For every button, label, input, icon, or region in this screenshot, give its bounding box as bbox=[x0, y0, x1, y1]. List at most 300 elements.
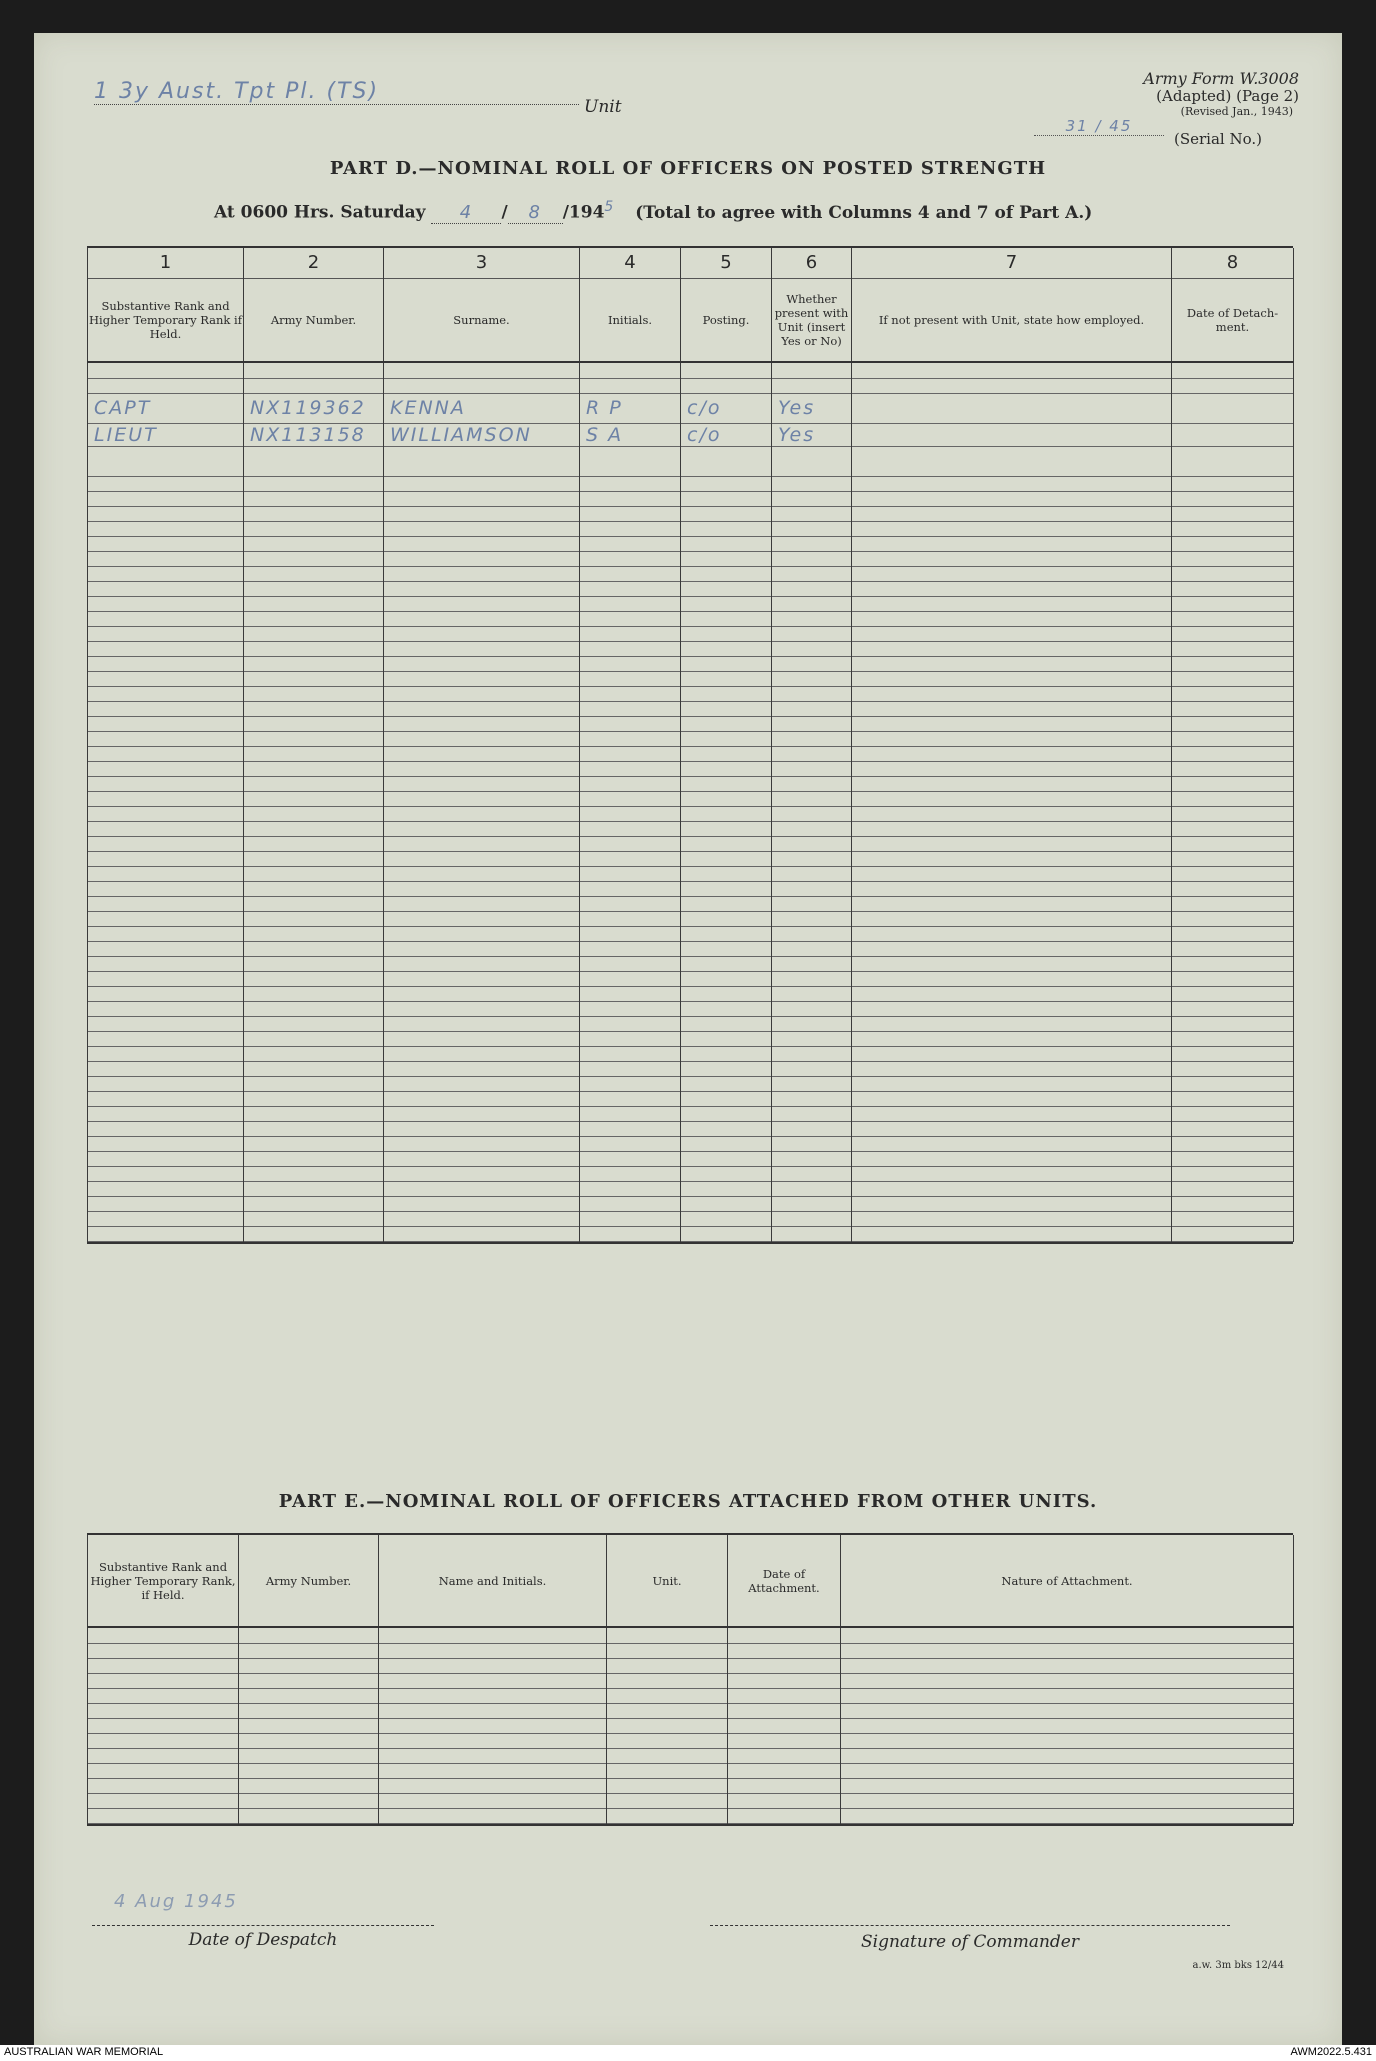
table-cell bbox=[580, 1031, 681, 1046]
table-cell bbox=[244, 476, 384, 491]
table-cell bbox=[580, 1106, 681, 1121]
table-cell bbox=[852, 956, 1172, 971]
table-cell bbox=[1172, 551, 1294, 566]
table-cell bbox=[239, 1688, 379, 1703]
table-row bbox=[88, 1733, 1294, 1748]
table-cell bbox=[384, 1181, 580, 1196]
table-cell bbox=[244, 911, 384, 926]
table-cell bbox=[580, 491, 681, 506]
table-cell bbox=[852, 581, 1172, 596]
table-cell bbox=[239, 1703, 379, 1718]
table-row bbox=[88, 956, 1294, 971]
table-cell bbox=[1172, 686, 1294, 701]
table-cell bbox=[681, 1061, 772, 1076]
table-cell bbox=[88, 1748, 239, 1763]
table-cell bbox=[244, 881, 384, 896]
table-row bbox=[88, 896, 1294, 911]
table-cell bbox=[88, 1121, 244, 1136]
table-cell bbox=[244, 746, 384, 761]
table-cell bbox=[681, 476, 772, 491]
table-row bbox=[88, 1016, 1294, 1031]
table-cell bbox=[772, 506, 852, 521]
table-row bbox=[88, 1748, 1294, 1763]
table-row bbox=[88, 761, 1294, 776]
table-cell bbox=[607, 1643, 728, 1658]
table-row bbox=[88, 1121, 1294, 1136]
table-cell bbox=[384, 1001, 580, 1016]
table-cell bbox=[244, 1181, 384, 1196]
table-cell bbox=[580, 956, 681, 971]
table-cell bbox=[88, 506, 244, 521]
table-cell bbox=[681, 1181, 772, 1196]
table-cell bbox=[384, 536, 580, 551]
table-cell bbox=[88, 491, 244, 506]
table-cell bbox=[384, 1166, 580, 1181]
table-cell bbox=[841, 1718, 1294, 1733]
table-cell bbox=[772, 446, 852, 476]
table-cell bbox=[580, 476, 681, 491]
table-cell bbox=[852, 851, 1172, 866]
table-cell bbox=[852, 596, 1172, 611]
table-row bbox=[88, 1031, 1294, 1046]
table-cell bbox=[384, 986, 580, 1001]
table-cell bbox=[580, 1136, 681, 1151]
table-cell bbox=[681, 866, 772, 881]
table-cell bbox=[580, 581, 681, 596]
table-row bbox=[88, 581, 1294, 596]
table-row bbox=[88, 566, 1294, 581]
table-cell bbox=[384, 1211, 580, 1226]
table-cell bbox=[681, 626, 772, 641]
table-cell bbox=[88, 881, 244, 896]
table-cell bbox=[244, 791, 384, 806]
table-cell bbox=[88, 671, 244, 686]
table-cell bbox=[772, 596, 852, 611]
table-cell bbox=[852, 446, 1172, 476]
table-cell bbox=[244, 363, 384, 378]
table-cell bbox=[244, 536, 384, 551]
table-row bbox=[88, 1076, 1294, 1091]
table-cell bbox=[88, 731, 244, 746]
table-cell bbox=[384, 761, 580, 776]
table-row bbox=[88, 1628, 1294, 1643]
table-cell bbox=[384, 971, 580, 986]
table-cell bbox=[244, 821, 384, 836]
table-cell bbox=[384, 956, 580, 971]
table-cell bbox=[88, 1091, 244, 1106]
table-cell bbox=[379, 1763, 607, 1778]
col-header-initials: Initials. bbox=[580, 278, 681, 362]
table-cell bbox=[88, 1001, 244, 1016]
table-cell bbox=[244, 551, 384, 566]
table-cell bbox=[772, 866, 852, 881]
table-cell bbox=[841, 1628, 1294, 1643]
table-cell bbox=[88, 806, 244, 821]
table-cell bbox=[681, 1226, 772, 1241]
table-cell bbox=[681, 686, 772, 701]
table-cell bbox=[772, 626, 852, 641]
table-cell bbox=[384, 881, 580, 896]
table-cell bbox=[841, 1703, 1294, 1718]
table-cell bbox=[88, 1628, 239, 1643]
table-cell bbox=[852, 423, 1172, 446]
table-row bbox=[88, 926, 1294, 941]
table-cell bbox=[1172, 1226, 1294, 1241]
table-cell bbox=[852, 378, 1172, 393]
table-cell bbox=[88, 641, 244, 656]
table-row bbox=[88, 1091, 1294, 1106]
table-cell bbox=[239, 1748, 379, 1763]
table-cell bbox=[607, 1808, 728, 1823]
despatch-line bbox=[92, 1925, 434, 1926]
table-cell bbox=[852, 1001, 1172, 1016]
table-cell bbox=[88, 566, 244, 581]
table-cell bbox=[1172, 378, 1294, 393]
table-cell bbox=[580, 716, 681, 731]
part-e-body bbox=[87, 1628, 1294, 1824]
table-cell bbox=[681, 1091, 772, 1106]
table-cell bbox=[88, 1031, 244, 1046]
table-row bbox=[88, 776, 1294, 791]
table-cell bbox=[772, 821, 852, 836]
table-cell bbox=[379, 1703, 607, 1718]
table-cell bbox=[244, 776, 384, 791]
table-cell bbox=[580, 671, 681, 686]
table-cell bbox=[580, 881, 681, 896]
table-cell bbox=[1172, 1211, 1294, 1226]
table-row bbox=[88, 866, 1294, 881]
table-cell bbox=[580, 776, 681, 791]
table-cell bbox=[384, 1046, 580, 1061]
table-cell bbox=[88, 536, 244, 551]
col-number-1: 1 bbox=[88, 248, 244, 278]
table-cell bbox=[852, 1226, 1172, 1241]
table-cell bbox=[88, 971, 244, 986]
table-cell bbox=[88, 866, 244, 881]
table-cell bbox=[384, 701, 580, 716]
table-cell bbox=[244, 806, 384, 821]
table-cell bbox=[681, 378, 772, 393]
col-number-3: 3 bbox=[384, 248, 580, 278]
signature-label: Signature of Commander bbox=[861, 1932, 1079, 1952]
table-cell bbox=[772, 581, 852, 596]
table-cell bbox=[244, 1106, 384, 1121]
table-cell bbox=[580, 378, 681, 393]
table-cell bbox=[852, 836, 1172, 851]
e-header-rank: Substantive Rank and Higher Temporary Rank, if Held. bbox=[88, 1535, 239, 1627]
table-cell bbox=[384, 596, 580, 611]
table-cell bbox=[88, 836, 244, 851]
table-row bbox=[88, 1181, 1294, 1196]
table-cell bbox=[244, 851, 384, 866]
table-cell bbox=[88, 701, 244, 716]
table-cell bbox=[681, 1031, 772, 1046]
table-cell bbox=[772, 1076, 852, 1091]
table-cell bbox=[681, 986, 772, 1001]
table-cell bbox=[244, 1001, 384, 1016]
table-row bbox=[88, 911, 1294, 926]
cell-rank: CAPT bbox=[88, 393, 244, 423]
table-row bbox=[88, 1778, 1294, 1793]
table-cell bbox=[772, 926, 852, 941]
serial-number-value: 31 / 45 bbox=[1034, 117, 1164, 136]
col-number-8: 8 bbox=[1172, 248, 1294, 278]
table-cell bbox=[379, 1688, 607, 1703]
table-cell bbox=[681, 896, 772, 911]
table-cell bbox=[580, 656, 681, 671]
table-cell bbox=[384, 791, 580, 806]
table-row bbox=[88, 446, 1294, 476]
table-cell bbox=[244, 701, 384, 716]
table-cell bbox=[852, 926, 1172, 941]
col-number-2: 2 bbox=[244, 248, 384, 278]
table-cell bbox=[852, 701, 1172, 716]
table-cell bbox=[681, 1076, 772, 1091]
table-cell bbox=[681, 791, 772, 806]
table-row bbox=[88, 1703, 1294, 1718]
table-cell bbox=[852, 806, 1172, 821]
table-cell bbox=[852, 1091, 1172, 1106]
table-cell bbox=[852, 986, 1172, 1001]
table-cell bbox=[681, 1136, 772, 1151]
table-cell bbox=[88, 1181, 244, 1196]
table-cell bbox=[384, 821, 580, 836]
table-cell bbox=[852, 911, 1172, 926]
col-header-rank: Substantive Rank and Higher Temporary Rank if Held. bbox=[88, 278, 244, 362]
table-cell bbox=[88, 1061, 244, 1076]
table-cell bbox=[244, 836, 384, 851]
table-cell bbox=[772, 956, 852, 971]
table-cell bbox=[384, 641, 580, 656]
table-cell bbox=[841, 1808, 1294, 1823]
table-cell bbox=[772, 1196, 852, 1211]
table-cell bbox=[239, 1643, 379, 1658]
table-cell bbox=[88, 716, 244, 731]
table-row bbox=[88, 1196, 1294, 1211]
table-cell bbox=[384, 851, 580, 866]
cell-number: NX113158 bbox=[244, 423, 384, 446]
col-header-army-number: Army Number. bbox=[244, 278, 384, 362]
table-cell bbox=[852, 716, 1172, 731]
table-cell bbox=[379, 1733, 607, 1748]
cell-present: Yes bbox=[772, 423, 852, 446]
table-cell bbox=[852, 866, 1172, 881]
part-d-table bbox=[87, 246, 1293, 1244]
table-cell bbox=[852, 641, 1172, 656]
table-cell bbox=[852, 611, 1172, 626]
table-cell bbox=[681, 671, 772, 686]
table-cell bbox=[580, 1091, 681, 1106]
table-row bbox=[88, 986, 1294, 1001]
table-row bbox=[88, 656, 1294, 671]
table-cell bbox=[772, 986, 852, 1001]
table-row bbox=[88, 1808, 1294, 1823]
table-cell bbox=[728, 1643, 841, 1658]
table-cell bbox=[841, 1643, 1294, 1658]
table-cell bbox=[88, 956, 244, 971]
table-row bbox=[88, 1046, 1294, 1061]
date-year: /194 bbox=[562, 202, 605, 223]
table-cell bbox=[1172, 821, 1294, 836]
table-cell bbox=[244, 956, 384, 971]
table-cell bbox=[728, 1718, 841, 1733]
table-cell bbox=[607, 1703, 728, 1718]
table-row bbox=[88, 1718, 1294, 1733]
table-cell bbox=[88, 1151, 244, 1166]
table-cell bbox=[88, 686, 244, 701]
table-cell bbox=[1172, 746, 1294, 761]
table-cell bbox=[580, 536, 681, 551]
col-number-6: 6 bbox=[772, 248, 852, 278]
table-cell bbox=[580, 701, 681, 716]
table-cell bbox=[384, 491, 580, 506]
cell-rank: LIEUT bbox=[88, 423, 244, 446]
part-d-column-headers bbox=[88, 278, 1294, 362]
table-cell bbox=[580, 836, 681, 851]
table-cell bbox=[852, 686, 1172, 701]
table-cell bbox=[681, 1151, 772, 1166]
table-cell bbox=[384, 746, 580, 761]
cell-posting: c/o bbox=[681, 423, 772, 446]
table-cell bbox=[239, 1763, 379, 1778]
serial-number-label: (Serial No.) bbox=[1174, 130, 1262, 148]
part-e-column-headers bbox=[88, 1535, 1294, 1627]
table-cell bbox=[244, 971, 384, 986]
table-cell bbox=[384, 836, 580, 851]
table-cell bbox=[580, 1061, 681, 1076]
table-cell bbox=[728, 1778, 841, 1793]
table-cell bbox=[681, 926, 772, 941]
table-cell bbox=[852, 506, 1172, 521]
table-cell bbox=[1172, 1031, 1294, 1046]
table-cell bbox=[244, 896, 384, 911]
e-header-name: Name and Initials. bbox=[379, 1535, 607, 1627]
table-row bbox=[88, 1643, 1294, 1658]
table-cell bbox=[384, 656, 580, 671]
table-cell bbox=[88, 1196, 244, 1211]
table-cell bbox=[1172, 806, 1294, 821]
archive-label: AUSTRALIAN WAR MEMORIAL bbox=[4, 2046, 164, 2058]
table-cell bbox=[88, 1793, 239, 1808]
table-cell bbox=[580, 1076, 681, 1091]
table-cell bbox=[580, 506, 681, 521]
table-cell bbox=[772, 791, 852, 806]
table-cell bbox=[384, 1061, 580, 1076]
form-adapted: (Adapted) (Page 2) bbox=[1156, 87, 1299, 105]
table-cell bbox=[681, 716, 772, 731]
table-cell bbox=[580, 821, 681, 836]
table-row bbox=[88, 1226, 1294, 1241]
table-cell bbox=[239, 1733, 379, 1748]
table-cell bbox=[88, 926, 244, 941]
table-cell bbox=[384, 611, 580, 626]
table-cell bbox=[772, 378, 852, 393]
table-cell bbox=[841, 1793, 1294, 1808]
table-cell bbox=[852, 1151, 1172, 1166]
table-cell bbox=[580, 686, 681, 701]
table-cell bbox=[580, 806, 681, 821]
table-cell bbox=[379, 1628, 607, 1643]
table-cell bbox=[379, 1643, 607, 1658]
table-cell bbox=[1172, 1091, 1294, 1106]
table-row bbox=[88, 378, 1294, 393]
table-cell bbox=[852, 1076, 1172, 1091]
table-cell bbox=[681, 656, 772, 671]
table-row bbox=[88, 671, 1294, 686]
table-cell bbox=[772, 1016, 852, 1031]
table-cell bbox=[244, 506, 384, 521]
table-cell bbox=[1172, 1196, 1294, 1211]
table-cell bbox=[1172, 581, 1294, 596]
table-cell bbox=[1172, 971, 1294, 986]
table-cell bbox=[607, 1673, 728, 1688]
table-cell bbox=[580, 1166, 681, 1181]
table-cell bbox=[384, 566, 580, 581]
table-row bbox=[88, 851, 1294, 866]
table-cell bbox=[384, 1076, 580, 1091]
table-cell bbox=[772, 716, 852, 731]
table-cell bbox=[852, 536, 1172, 551]
print-code: a.w. 3m bks 12/44 bbox=[1192, 1960, 1284, 1971]
cell-posting: c/o bbox=[681, 393, 772, 423]
table-cell bbox=[772, 1226, 852, 1241]
table-cell bbox=[1172, 491, 1294, 506]
form-name: Army Form W.3008 bbox=[1143, 69, 1299, 88]
table-cell bbox=[852, 656, 1172, 671]
table-cell bbox=[607, 1778, 728, 1793]
part-d-title: PART D.—NOMINAL ROLL OF OFFICERS ON POSTED STRENGTH bbox=[329, 158, 1047, 179]
table-cell bbox=[580, 521, 681, 536]
table-cell bbox=[88, 1016, 244, 1031]
table-cell bbox=[852, 821, 1172, 836]
table-cell bbox=[728, 1748, 841, 1763]
table-cell bbox=[852, 1121, 1172, 1136]
table-cell bbox=[580, 1046, 681, 1061]
table-cell bbox=[384, 551, 580, 566]
part-e-title: PART E.—NOMINAL ROLL OF OFFICERS ATTACHED FROM OTHER UNITS. bbox=[278, 1491, 1098, 1512]
table-cell bbox=[239, 1808, 379, 1823]
table-cell bbox=[772, 1136, 852, 1151]
table-cell bbox=[852, 1046, 1172, 1061]
table-cell bbox=[1172, 1151, 1294, 1166]
table-cell bbox=[852, 941, 1172, 956]
table-cell bbox=[580, 926, 681, 941]
table-cell bbox=[244, 566, 384, 581]
table-cell bbox=[852, 881, 1172, 896]
table-cell bbox=[772, 731, 852, 746]
date-line: At 0600 Hrs. Saturday 4 / 8 $/194^5$ (Total to agree with Columns 4 and 7 of Part A.) bbox=[214, 199, 1093, 223]
table-cell bbox=[772, 1106, 852, 1121]
table-cell bbox=[384, 378, 580, 393]
table-cell bbox=[772, 656, 852, 671]
table-cell bbox=[841, 1658, 1294, 1673]
table-cell bbox=[852, 1166, 1172, 1181]
table-cell bbox=[239, 1793, 379, 1808]
table-cell bbox=[681, 363, 772, 378]
table-row bbox=[88, 1166, 1294, 1181]
table-cell bbox=[681, 1016, 772, 1031]
table-cell bbox=[852, 776, 1172, 791]
table-cell bbox=[1172, 1121, 1294, 1136]
table-cell bbox=[239, 1658, 379, 1673]
table-cell bbox=[772, 1181, 852, 1196]
date-prefix: At 0600 Hrs. Saturday bbox=[214, 202, 426, 223]
table-cell bbox=[852, 1031, 1172, 1046]
table-cell bbox=[244, 581, 384, 596]
table-cell bbox=[1172, 881, 1294, 896]
table-cell bbox=[1172, 1076, 1294, 1091]
table-cell bbox=[244, 1121, 384, 1136]
